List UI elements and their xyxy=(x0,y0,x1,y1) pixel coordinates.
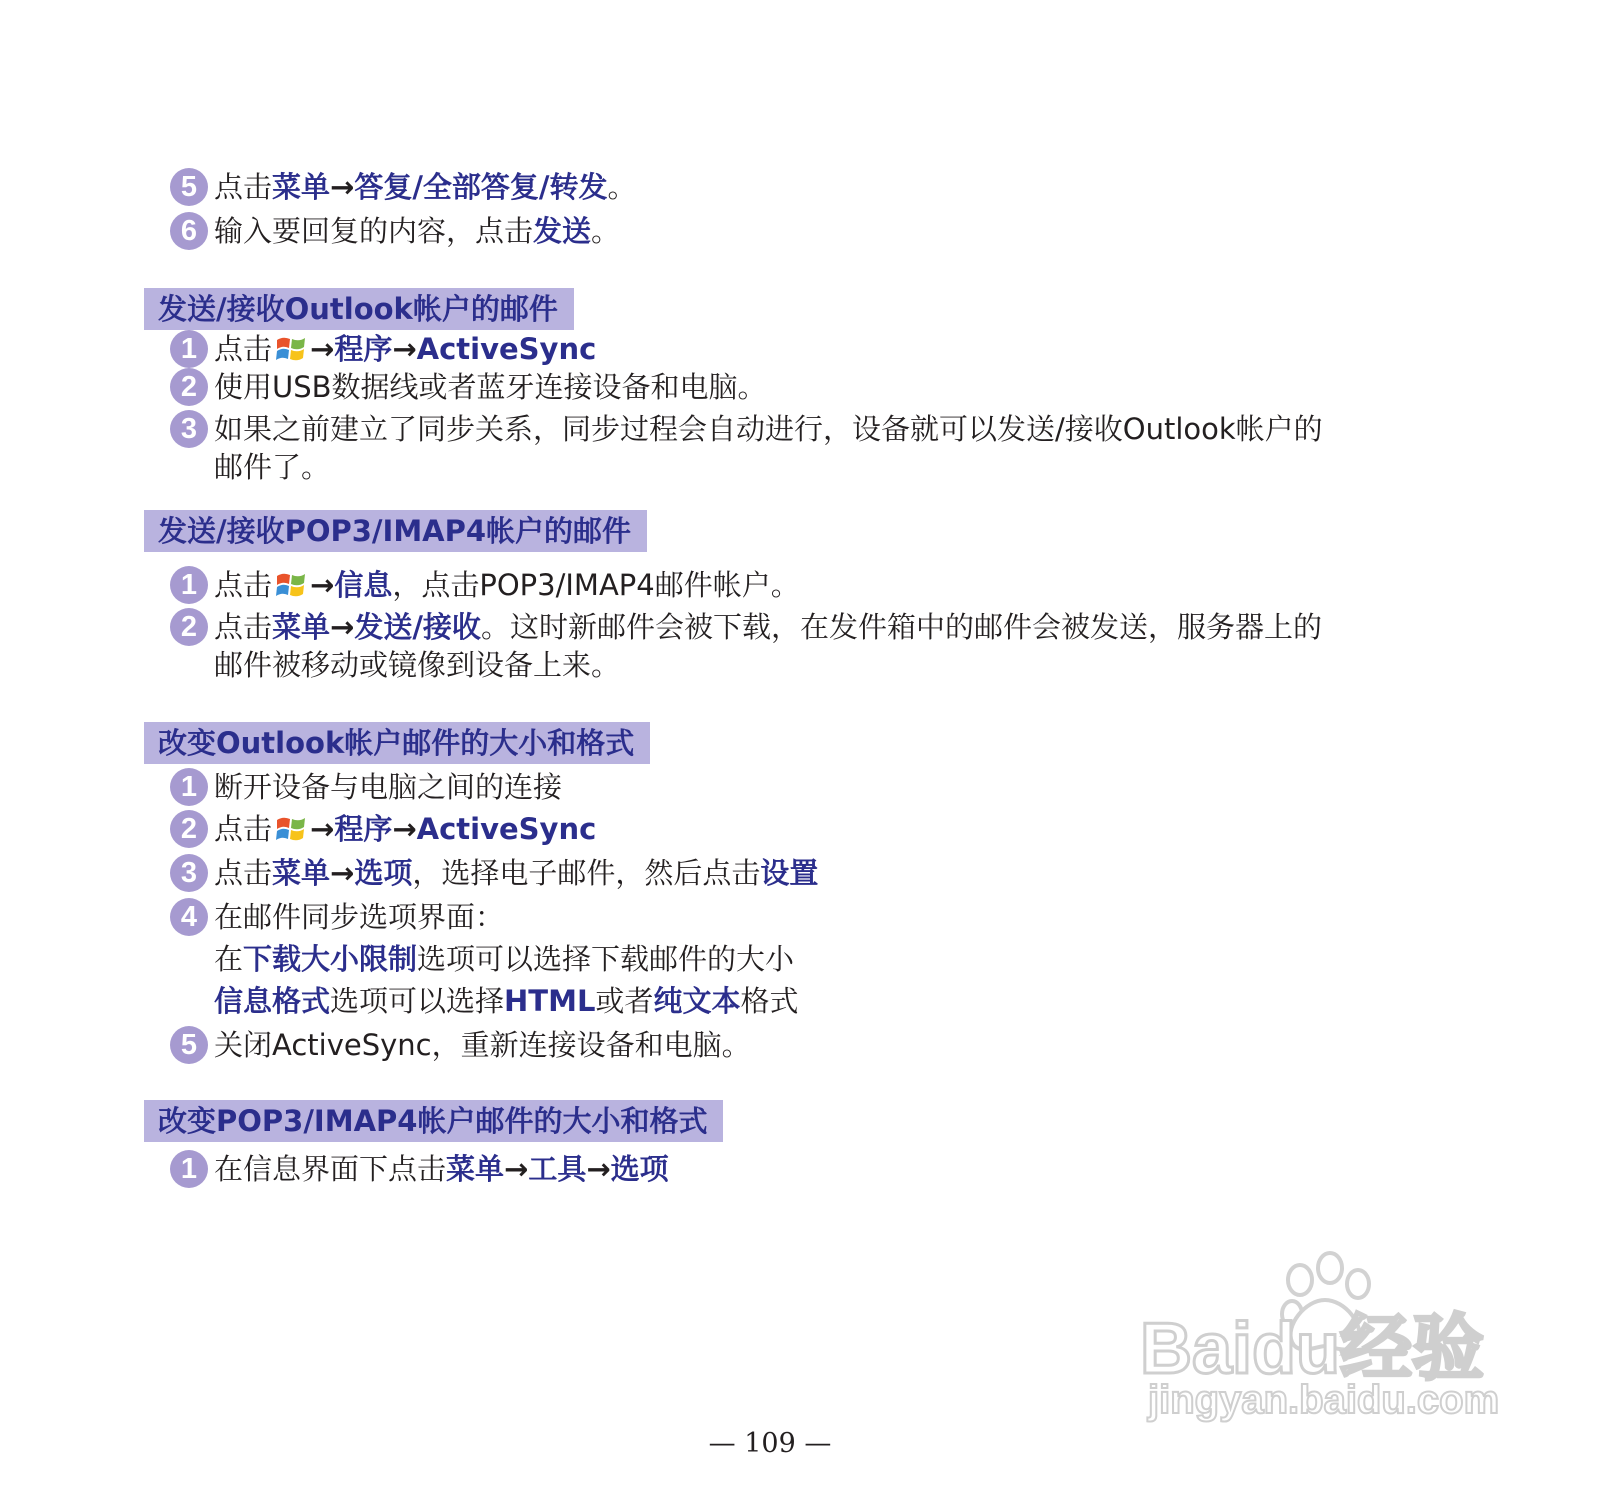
step-text: 在信息界面下点击 xyxy=(214,1152,447,1186)
activesync-label: ActiveSync xyxy=(416,332,597,366)
step-number: 3 xyxy=(170,410,208,448)
step-5-size xyxy=(170,1026,1470,1064)
step-text-mid: ，选择电子邮件，然后点击 xyxy=(412,856,761,890)
step-text-end: 。这时新邮件会被下载，在发件箱中的邮件会被发送，服务器上的 xyxy=(480,610,1322,644)
options-label: 选项 xyxy=(354,856,413,890)
step-5-reply xyxy=(170,168,1470,206)
page-number: — 109 — xyxy=(708,1428,832,1459)
step-2-pop3 xyxy=(170,608,1470,684)
plain-text-label: 纯文本 xyxy=(653,984,741,1018)
step-number: 2 xyxy=(170,810,208,848)
watermark-logo-text: Baidu经验 xyxy=(1140,1309,1485,1389)
sub-text-end: 格式 xyxy=(740,984,799,1018)
options-label: 选项 xyxy=(610,1152,669,1186)
step-3-outlook xyxy=(170,410,1470,486)
menu-label: 菜单 xyxy=(446,1152,505,1186)
step-text: 输入要回复的内容，点击 xyxy=(214,214,534,248)
send-label: 发送 xyxy=(533,214,592,248)
section-title-outlook-size-format: 改变Outlook帐户邮件的大小和格式 xyxy=(144,722,650,764)
sub-text-mid: 或者 xyxy=(595,984,654,1018)
html-label: HTML xyxy=(504,984,596,1018)
step-2-outlook xyxy=(170,368,1470,406)
arrow-icon: → xyxy=(330,170,355,204)
step-1-size xyxy=(170,768,1470,806)
step-3-size xyxy=(170,854,1470,892)
step-text: 点击 xyxy=(214,610,273,644)
windows-start-icon xyxy=(274,568,308,602)
arrow-icon: → xyxy=(330,610,355,644)
arrow-icon: → xyxy=(310,332,335,366)
sub-item-download-size xyxy=(214,940,794,978)
section-title-pop3-size-format: 改变POP3/IMAP4帐户邮件的大小和格式 xyxy=(144,1100,723,1142)
settings-label: 设置 xyxy=(760,856,819,890)
tools-label: 工具 xyxy=(528,1152,587,1186)
step-number: 1 xyxy=(170,330,208,368)
sub-text: 选项可以选择 xyxy=(330,984,505,1018)
watermark-url: jingyan.baidu.com xyxy=(1148,1378,1500,1422)
step-number: 1 xyxy=(170,566,208,604)
step-number: 4 xyxy=(170,898,208,936)
arrow-icon: → xyxy=(392,812,417,846)
sub-text-end: 选项可以选择下载邮件的大小 xyxy=(417,942,795,976)
reply-options-label: 答复/全部答复/转发 xyxy=(354,170,608,204)
arrow-icon: → xyxy=(392,332,417,366)
step-text: 使用USB数据线或者蓝牙连接设备和电脑。 xyxy=(214,370,767,404)
step-text-line2: 邮件了。 xyxy=(214,450,331,484)
step-4-size xyxy=(170,898,1470,936)
programs-label: 程序 xyxy=(334,332,393,366)
step-number: 6 xyxy=(170,212,208,250)
programs-label: 程序 xyxy=(334,812,393,846)
step-1-pop3 xyxy=(170,566,1470,604)
baidu-watermark xyxy=(1140,1250,1530,1440)
arrow-icon: → xyxy=(504,1152,529,1186)
step-number: 1 xyxy=(170,1150,208,1188)
section-title-outlook-sync: 发送/接收Outlook帐户的邮件 xyxy=(144,288,574,330)
message-format-label: 信息格式 xyxy=(214,984,331,1018)
arrow-icon: → xyxy=(310,568,335,602)
arrow-icon: → xyxy=(586,1152,611,1186)
windows-start-icon xyxy=(274,812,308,846)
activesync-label: ActiveSync xyxy=(416,812,597,846)
menu-label: 菜单 xyxy=(272,170,331,204)
step-text: 关闭ActiveSync，重新连接设备和电脑。 xyxy=(214,1028,751,1062)
step-2-size xyxy=(170,810,1470,848)
step-number: 2 xyxy=(170,368,208,406)
send-receive-label: 发送/接收 xyxy=(354,610,481,644)
step-text: 点击 xyxy=(214,568,273,602)
menu-label: 菜单 xyxy=(272,610,331,644)
step-text: 点击 xyxy=(214,170,273,204)
step-number: 3 xyxy=(170,854,208,892)
step-text: 如果之前建立了同步关系，同步过程会自动进行，设备就可以发送/接收Outlook帐户的 xyxy=(214,412,1323,446)
arrow-icon: → xyxy=(330,856,355,890)
step-text-line2: 邮件被移动或镜像到设备上来。 xyxy=(214,648,621,682)
step-text-end: ，点击POP3/IMAP4邮件帐户。 xyxy=(392,568,800,602)
section-title-pop3-sync: 发送/接收POP3/IMAP4帐户的邮件 xyxy=(144,510,647,552)
step-text: 点击 xyxy=(214,856,273,890)
step-text: 点击 xyxy=(214,332,273,366)
step-text: 断开设备与电脑之间的连接 xyxy=(214,770,563,804)
step-number: 5 xyxy=(170,168,208,206)
sub-item-message-format xyxy=(214,982,798,1020)
step-text: 在邮件同步选项界面： xyxy=(214,900,505,934)
step-6-send xyxy=(170,212,1470,250)
messaging-label: 信息 xyxy=(334,568,393,602)
download-size-limit-label: 下载大小限制 xyxy=(243,942,418,976)
step-1-outlook xyxy=(170,330,1470,368)
sub-text: 在 xyxy=(214,942,244,976)
step-1-pop3-size xyxy=(170,1150,1470,1188)
arrow-icon: → xyxy=(310,812,335,846)
step-text-end: 。 xyxy=(591,214,621,248)
step-number: 2 xyxy=(170,608,208,646)
step-number: 1 xyxy=(170,768,208,806)
windows-start-icon xyxy=(274,332,308,366)
step-text: 点击 xyxy=(214,812,273,846)
step-text-end: 。 xyxy=(607,170,637,204)
menu-label: 菜单 xyxy=(272,856,331,890)
step-number: 5 xyxy=(170,1026,208,1064)
